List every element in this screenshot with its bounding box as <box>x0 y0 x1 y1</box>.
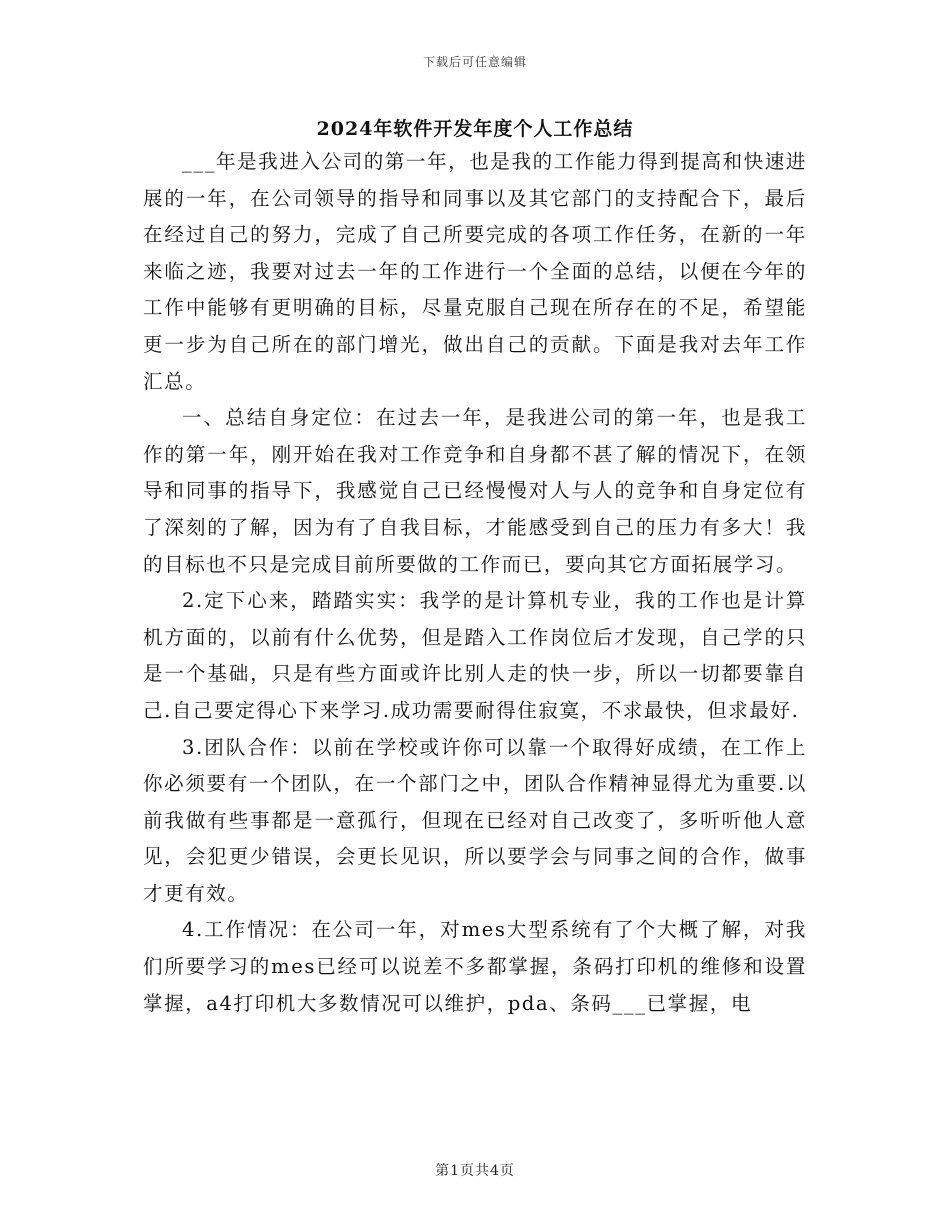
paragraph-section-2: 2.定下心来，踏踏实实：我学的是计算机专业，我的工作也是计算机方面的，以前有什么优势，但是踏入工作岗位后才发现，自己学的只是一个基础，只是有些方面或许比别人走的快一步，所以一切都要靠自己.自己要定得心下来学习.成功需要耐得住寂寞，不求最快，但求最好. <box>143 589 807 722</box>
page-number: 第1页共4页 <box>435 1163 515 1179</box>
document-title: 2024年软件开发年度个人工作总结 <box>316 118 634 140</box>
paragraph-section-3: 3.团队合作：以前在学校或许你可以靠一个取得好成绩，在工作上你必须要有一个团队，在一个部门之中，团队合作精神显得尤为重要.以前我做有些事都是一意孤行，但现在已经对自己改变了，多听听他人意见，会犯更少错误，会更长见识，所以要学会与同事之间的合作，做事才更有效。 <box>143 735 807 905</box>
paragraph-section-1: 一、总结自身定位：在过去一年，是我进公司的第一年，也是我工作的第一年，刚开始在我对工作竞争和自身都不甚了解的情况下，在领导和同事的指导下，我感觉自己已经慢慢对人与人的竞争和自身定位有了深刻的了解，因为有了自我目标，才能感受到自己的压力有多大！我的目标也不只是完成目前所要做的工作而已，要向其它方面拓展学习。 <box>143 406 807 576</box>
document-body <box>143 144 807 1022</box>
header-note: 下载后可任意编辑 <box>422 55 527 69</box>
paragraph-section-4: 4.工作情况：在公司一年，对mes大型系统有了个大概了解，对我们所要学习的mes已经可以说差不多都掌握，条码打印机的维修和设置掌握，a4打印机大多数情况可以维护，pda、条码___已掌握，电 <box>143 918 807 1015</box>
paragraph-intro: ___年是我进入公司的第一年，也是我的工作能力得到提高和快速进展的一年，在公司领导的指导和同事以及其它部门的支持配合下，最后在经过自己的努力，完成了自己所要完成的各项工作任务，在新的一年来临之迹，我要对过去一年的工作进行一个全面的总结，以便在今年的工作中能够有更明确的目标，尽量克服自己现在所存在的不足，希望能更一步为自己所在的部门增光，做出自己的贡献。下面是我对去年工作汇总。 <box>143 150 807 393</box>
